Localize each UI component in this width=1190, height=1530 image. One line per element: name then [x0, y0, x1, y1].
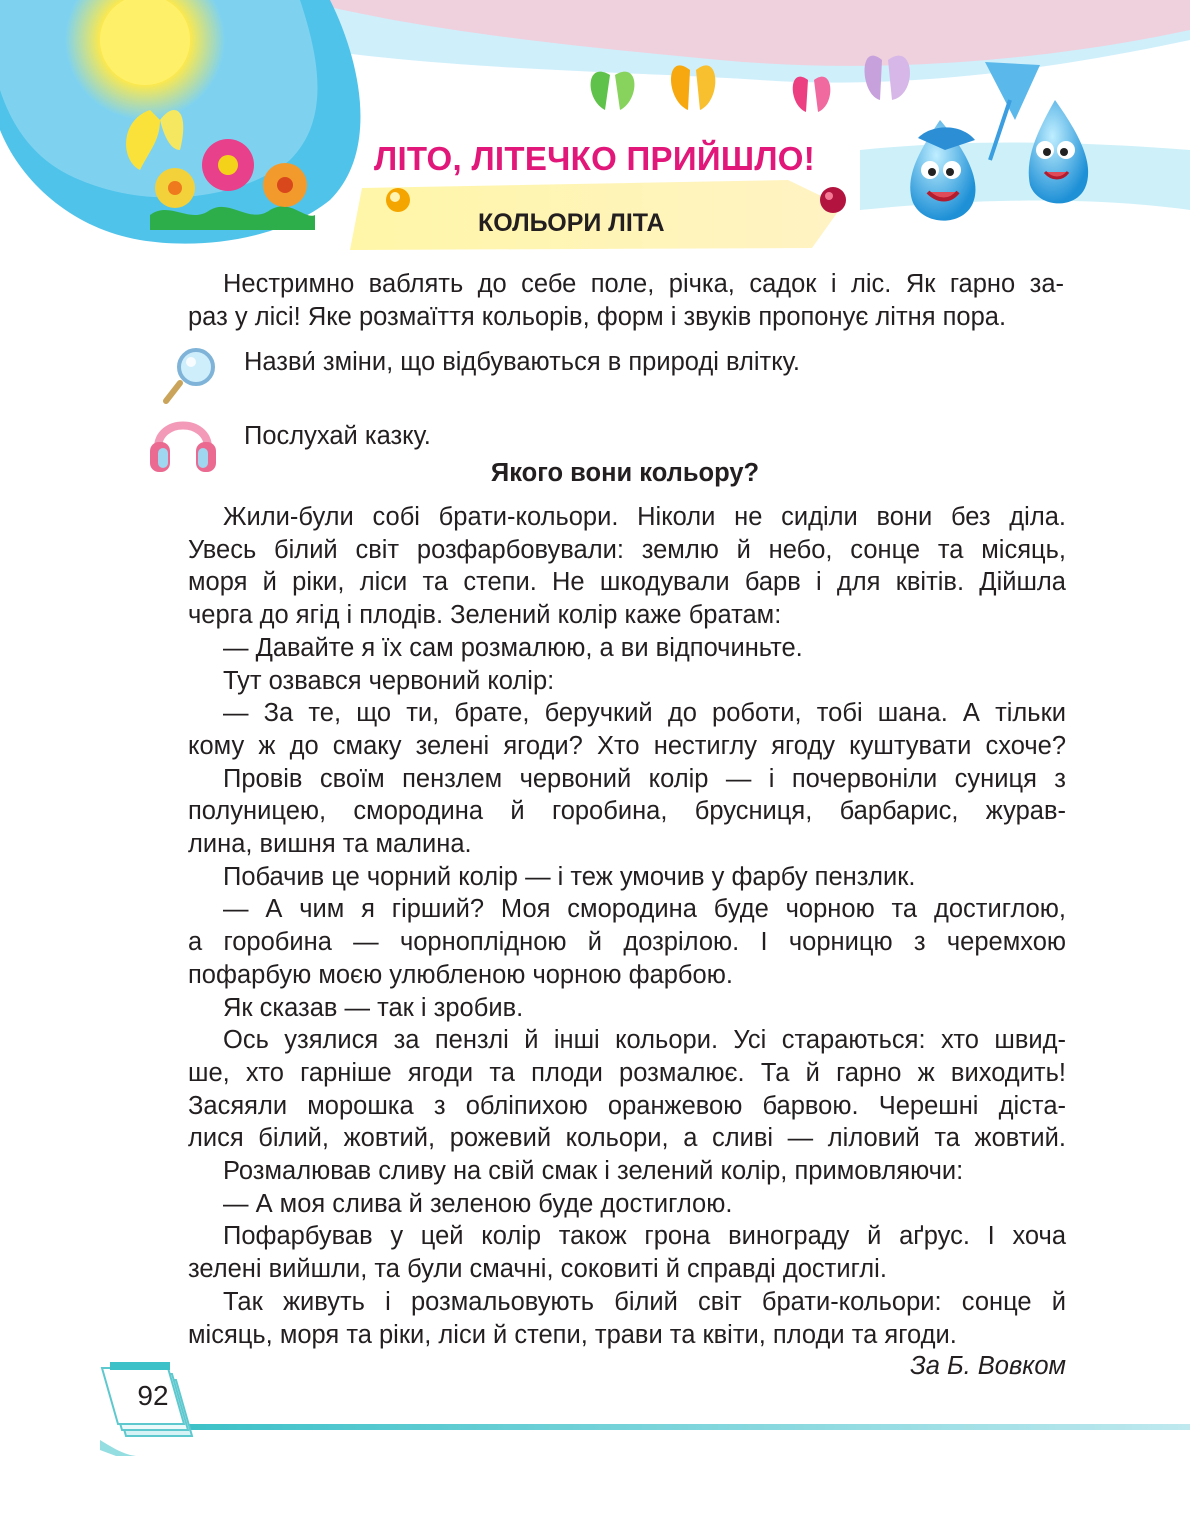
- story-line: моря й ріки, ліси та степи. Не шкодували барв і для квітів. Дійшла: [188, 568, 1066, 597]
- story-line: Тут озвався червоний колір:: [223, 666, 555, 695]
- task-listen: Послухай казку.: [244, 422, 431, 450]
- story-line: Розмалював сливу на свій смак і зелений колір, примовляючи:: [223, 1157, 964, 1186]
- story-line: Провів своїм пензлем червоний колір — і почервоніли суниця з: [223, 764, 1066, 793]
- story-line: — А моя слива й зеленою буде достиглою.: [223, 1189, 733, 1218]
- story-line: Як сказав — так і зробив.: [223, 993, 524, 1022]
- story-line: — За те, що ти, брате, беручкий до роботи, тобі шана. А тільки: [223, 699, 1066, 728]
- story-line: зелені вийшли, та були смачні, соковиті й справді достиглі.: [188, 1255, 887, 1284]
- story-line: лися білий, жовтий, рожевий кольори, а сливі — ліловий та жовтий.: [188, 1124, 1066, 1153]
- page-title: ЛІТО, ЛІТЕЧКО ПРИЙШЛО!: [374, 140, 816, 177]
- story-author: За Б. Вовком: [910, 1352, 1066, 1380]
- intro-line: раз у лісі! Яке розмаїття кольорів, форм і звуків пропонує літня пора.: [188, 302, 1007, 331]
- story-line: місяць, моря та ріки, ліси й степи, трави та квіти, плоди та ягоди.: [188, 1320, 957, 1349]
- page-number: 92: [137, 1380, 169, 1411]
- task-observe: Назви́ зміни, що відбуваються в природі влітку.: [244, 348, 800, 376]
- story-line: пофарбую моєю улюбленою чорною фарбою.: [188, 960, 733, 989]
- story-title: Якого вони кольору?: [490, 459, 760, 487]
- story-line: Жили-були собі брати-кольори. Ніколи не сиділи вони без діла.: [223, 503, 1066, 531]
- story-line: Так живуть і розмальовують білий світ брати-кольори: сонце й: [223, 1287, 1066, 1316]
- story-line: полуницею, смородина й горобина, брусниця, барбарис, журав-: [188, 797, 1066, 826]
- story-line: Ось узялися за пензлі й інші кольори. Усі стараються: хто швид-: [223, 1026, 1066, 1055]
- story-line: Побачив це чорний колір — і теж умочив у фарбу пензлик.: [223, 862, 916, 891]
- story-line: ше, хто гарніше ягоди та плоди розмалює. Та й гарно ж виходить!: [188, 1058, 1066, 1087]
- intro-line: Нестримно ваблять до себе поле, річка, садок і ліс. Як гарно за-: [223, 270, 1064, 298]
- story-line: Засяяли морошка з обліпихою оранжевою барвою. Черешні діста-: [188, 1091, 1066, 1120]
- story-line: Увесь білий світ розфарбовували: землю й небо, сонце та місяць,: [188, 535, 1066, 564]
- story-line: Пофарбував у цей колір також грона винограду й аґрус. І хоча: [223, 1222, 1066, 1251]
- story-line: черга до ягід і плодів. Зелений колір каже братам:: [188, 601, 782, 630]
- story-body: [188, 501, 1066, 1351]
- intro-paragraph: [188, 268, 1064, 333]
- story-line: лина, вишня та малина.: [188, 830, 472, 859]
- story-line: кому ж до смаку зелені ягоди? Хто нестиглу ягоду куштувати схоче?: [188, 731, 1066, 760]
- section-subtitle: КОЛЬОРИ ЛІТА: [478, 209, 665, 237]
- story-line: — А чим я гірший? Моя смородина буде чорною та достиглою,: [223, 895, 1066, 924]
- story-line: а горобина — чорноплідною й дозрілою. І чорницю з черемхою: [188, 928, 1066, 957]
- story-line: — Давайте я їх сам розмалюю, а ви відпочиньте.: [223, 633, 803, 662]
- footer-decoration: [96, 1360, 1190, 1460]
- magnifier-icon: [160, 345, 220, 405]
